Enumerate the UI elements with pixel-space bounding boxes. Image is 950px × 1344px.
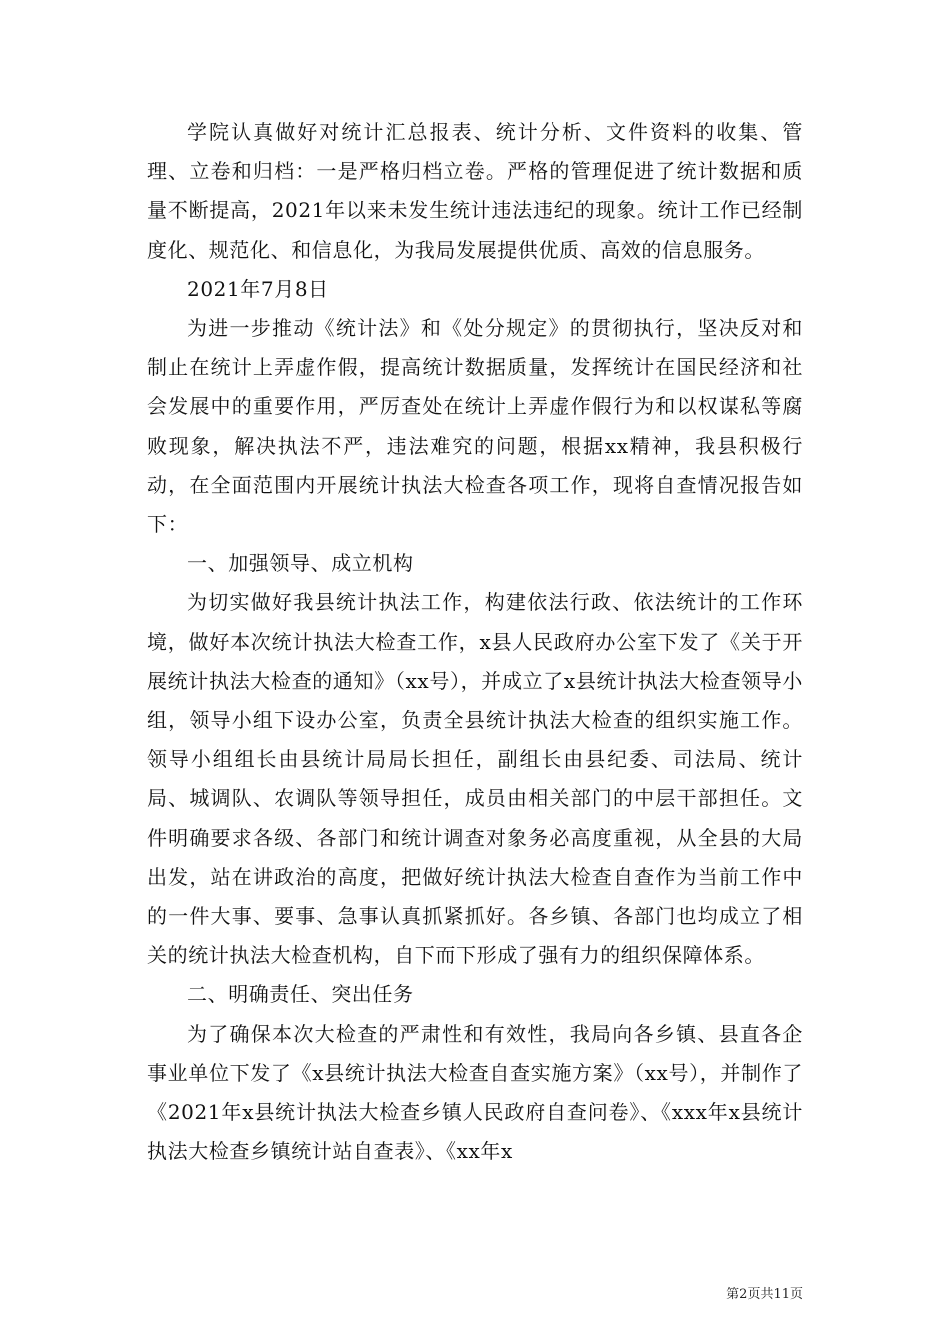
date-line: 2021年7月8日 (187, 276, 329, 301)
paragraph-section-2: 为了确保本次大检查的严肃性和有效性，我局向各乡镇、县直各企事业单位下发了《x县统计执法大检查自查实施方案》（xx号），并制作了《2021年x县统计执法大检查乡镇人民政府自查问卷》、《xxx年x县统计执法大检查乡镇统计站自查表》、《xx年x (147, 1021, 803, 1164)
paragraph-section-1: 为切实做好我县统计执法工作，构建依法行政、依法统计的工作环境，做好本次统计执法大检查工作，x县人民政府办公室下发了《关于开展统计执法大检查的通知》（xx号），并成立了x县统计执法大检查领导小组，领导小组下设办公室，负责全县统计执法大检查的组织实施工作。领导小组组长由县统计局局长担任，副组长由县纪委、司法局、统计局、城调队、农调队等领导担任，成员由相关部门的中层干部担任。文件明确要求各级、各部门和统计调查对象务必高度重视，从全县的大局出发，站在讲政治的高度，把做好统计执法大检查自查作为当前工作中的一件大事、要事、急事认真抓紧抓好。各乡镇、各部门也均成立了相关的统计执法大检查机构，自下而下形成了强有力的组织保障体系。 (147, 590, 803, 968)
section-heading-1: 一、加强领导、成立机构 (187, 551, 414, 576)
section-heading-2: 二、明确责任、突出任务 (187, 982, 414, 1007)
paragraph-report-intro: 为进一步推动《统计法》和《处分规定》的贯彻执行，坚决反对和制止在统计上弄虚作假，提高统计数据质量，发挥统计在国民经济和社会发展中的重要作用，严厉查处在统计上弄虚作假行为和以权谋私等腐败现象，解决执法不严，违法难究的问题，根据xx精神，我县积极行动，在全面范围内开展统计执法大检查各项工作，现将自查情况报告如下： (147, 316, 803, 537)
paragraph-intro: 学院认真做好对统计汇总报表、统计分析、文件资料的收集、管理、立卷和归档：一是严格归档立卷。严格的管理促进了统计数据和质量不断提高，2021年以来未发生统计违法违纪的现象。统计工作已经制度化、规范化、和信息化，为我局发展提供优质、高效的信息服务。 (147, 120, 803, 262)
page-number-footer: 第2页共11页 (726, 1287, 803, 1302)
